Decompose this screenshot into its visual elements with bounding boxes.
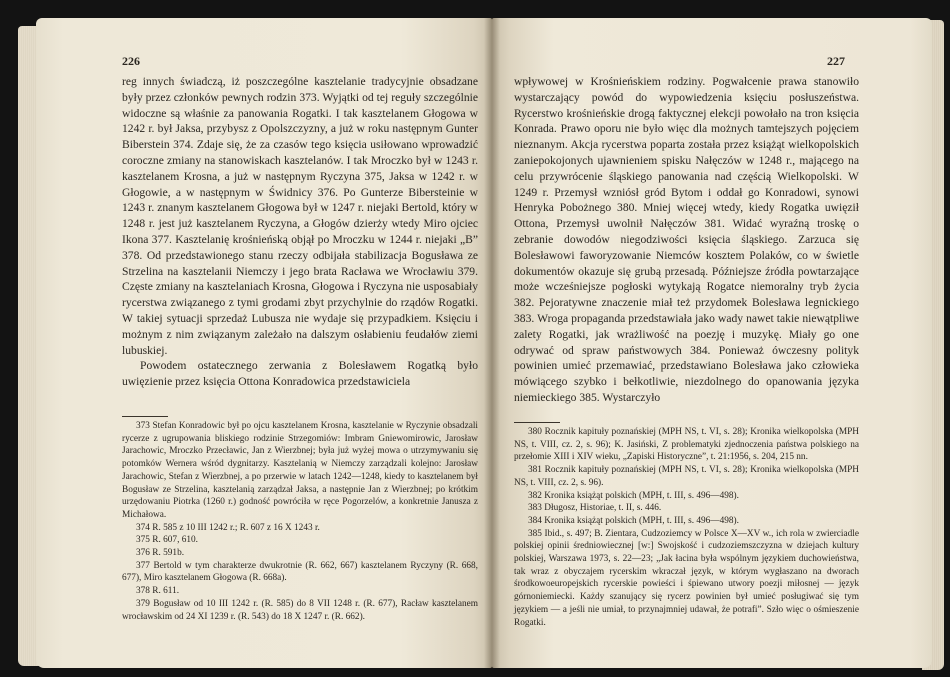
open-book [6, 8, 944, 672]
footnote-375: 375 R. 607, 610. [136, 535, 198, 546]
footnote-383: 383 Długosz, Historiae, t. II, s. 446. [528, 503, 662, 514]
footnote-373: 373 Stefan Konradowic był po ojcu kasztelanem Krosna, kasztelanie w Ryczynie obsadzali rycerze z ugrupowania bliskiego rodzinie Strzegomiów: Imbram Gniewomirowic, Jarosław Jarachowic, Mroczko Przecławic, Jan z Wierzbnej; była już wyżej mowa o utrzymywaniu się potomków Wernera wśród dygnitarzy. Kasztelanią w Niemczy zarządzali kolejno: Jarosław Jarachowic, Stefan z Wierzbnej, a po przerwie w latach 1242—1248, kiedy to kasztelanem był Bogusław ze Strzelina, kasztelanią zarządzał Jaksa, a następnie Jan z Wierzbnej; po krótkim urzędowaniu Piotrka (1260 r.) godność powróciła w ręce Pogorzelów, a konkretnie Janusza z Michałowa. [122, 421, 478, 520]
page-number-right: 227 [827, 54, 845, 68]
book-gutter [484, 18, 500, 668]
footnote-374: 374 R. 585 z 10 III 1242 r.; R. 607 z 16 X 1243 r. [136, 522, 320, 533]
right-footnotes [514, 426, 859, 629]
footnote-381: 381 Rocznik kapituły poznańskiej (MPH NS, t. VI, s. 28); Kronika wielkopolska (MPH NS, t. VIII, cz. 2, s. 96). [514, 465, 859, 488]
footnote-385: 385 Ibid., s. 497; B. Zientara, Cudzoziemcy w Polsce X—XV w., ich rola w zwierciadle polskiej opinii średniowiecznej [w:] Swojskość i cudzoziemszczyzna w dziejach kultury polskiej, Warszawa 1973, s. 22—23; „Jak łacina była wspólnym językiem duchowieństwa, tak wraz z obyczajem rycerskim wkraczał język, w którym wygłaszano na dworach środkowoeuropejskich rycerskie powieści i śpiewano utwory poezji miłosnej — język górnoniemiecki. Każdy szanujący się rycerz powinien był umieć posługiwać się tym językiem — a jeśli nie umiał, to przynajmniej udawał, że potrafi”. Szło więc o ośmieszenie Rogatki. [514, 528, 859, 628]
right-page [492, 18, 932, 668]
footnote-376: 376 R. 591b. [136, 548, 185, 559]
left-page [36, 18, 492, 668]
footnote-divider-right [514, 422, 560, 423]
footnote-379: 379 Bogusław od 10 III 1242 r. (R. 585) do 8 VII 1248 r. (R. 677), Racław kasztelanem wrocławskim od 24 XI 1239 r. (R. 543) do 18 X 1247 r. (R. 662). [122, 598, 478, 622]
page-number-left: 226 [122, 54, 140, 68]
footnote-divider-left [122, 416, 168, 417]
right-paragraph-1: wpływowej w Krośnieńskiem rodziny. Pogwałcenie prawa stanowiło wystarczający powód do wypowiedzenia księciu posłuszeństwa. Rycerstwo krośnieńskie drogą faktycznej elekcji powołało na tron księcia Konrada. Prawo oporu nie było więc dla możnych tamtejszych pojęciem nieznanym. Akcja rycerstwa poparta została przez książąt wielkopolskich zaniepokojonych ujawnieniem spisku Nałęczów w 1248 r., mającego na celu przywrócenie śląskiego panowania nad częścią Wielkopolski. W 1249 r. Przemysł wzniósł gród Bytom i oddał go Konradowi, synowi Henryka Pobożnego 380. Mniej więcej wtedy, kiedy Rogatka uwięził Ottona, Przemysł uwolnił Nałęczów 381. Widać wyraźną troskę o zebranie dowodów niegodziwości księcia śląskiego. Zarzuca się Bolesławowi faworyzowanie Niemców kosztem Polaków, co w świetle dokumentów okazuje się grubą przesadą. Późniejsze źródła powtarzające może wcześniejsze pogłoski wytykają Rogatce niemoralny tryb życia 382. Pejoratywne znaczenie miał też przydomek Bolesława legnickiego 383. Wroga propaganda przedstawiała jako wady nawet takie niewątpliwe zalety Rogatki, jak wrażliwość na poezję i muzykę. Miały go one odrywać od spraw państwowych 384. Ponieważ ówczesny polityk powinien umieć przemawiać, przedstawiano Bolesława jako człowieka mówiącego szybko i bełkotliwie, niezdolnego do opanowania języka niemieckiego 385. Wystarczyło [514, 75, 859, 404]
footnote-377: 377 Bertold w tym charakterze dwukrotnie (R. 662, 667) kasztelanem Ryczyny (R. 668, 677), Miro kasztelanem Głogowa (R. 668a). [122, 560, 478, 584]
right-main-text [514, 74, 859, 406]
footnote-382: 382 Kronika książąt polskich (MPH, t. III, s. 496—498). [528, 490, 739, 501]
footnote-378: 378 R. 611. [136, 586, 180, 597]
left-main-text [122, 74, 478, 390]
footnote-384: 384 Kronika książąt polskich (MPH, t. III, s. 496—498). [528, 515, 739, 526]
left-paragraph-1: reg innych świadczą, iż poszczególne kasztelanie tradycyjnie obsadzane były przez członków pewnych rodzin 373. Wyjątki od tej reguły szczególnie widoczne są właśnie za panowania Rogatki. I tak kasztelanem Głogowa w 1242 r. był Jaksa, przybysz z Opolszczyzny, a już w roku następnym Gunter Biberstein 374. Zdaje się, że za czasów tego księcia usiłowano wprowadzić coroczne zmiany na stanowiskach kasztelanów. I tak Mroczko był w 1243 r. kasztelanem Krosna, a już w następnym Ryczyna 375, Jaksa w 1242 r. w Głogowie, a w następnym w Świdnicy 376. Po Gunterze Bibersteinie w 1243 r. znanym kasztelanem Głogowa był w 1247 r. niejaki Bertold, który w 1248 r. jest już kasztelanem Ryczyna, a Głogów dzierży wtedy Miro ojciec Ikona 377. Kasztelanię krośnieńską objął po Mroczku w 1244 r. niejaki „B” 378. Od przedstawionego stanu rzeczy odbijała stabilizacja Bogusława ze Strzelina na kasztelanii Niemczy i jego brata Racława we Wrocławiu 379. Częste zmiany na kasztelaniach Krosna, Głogowa i Ryczyna nie usposabiały rycerstwa związanego z tymi grodami zbyt przychylnie do rządów Rogatki. W takiej sytuacji sprzedaż Lubusza nie wydaje się przypadkiem. Księciu i możnym z nim związanym zależało na dalszym osłabieniu feudałów ziemi lubuskiej. [122, 75, 478, 357]
footnote-380: 380 Rocznik kapituły poznańskiej (MPH NS, t. VI, s. 28); Kronika wielkopolska (MPH NS, t. VIII, cz. 2, s. 96); K. Jasiński, Z problematyki zjednoczenia państwa polskiego na przełomie XIII i XIV wieku, „Zapiski Historyczne”, t. 21:1956, s. 204, 215 nn. [514, 427, 859, 463]
left-footnotes [122, 420, 478, 623]
left-paragraph-2: Powodem ostatecznego zerwania z Bolesławem Rogatką było uwięzienie przez księcia Ottona Konradowica przedstawiciela [122, 359, 478, 389]
